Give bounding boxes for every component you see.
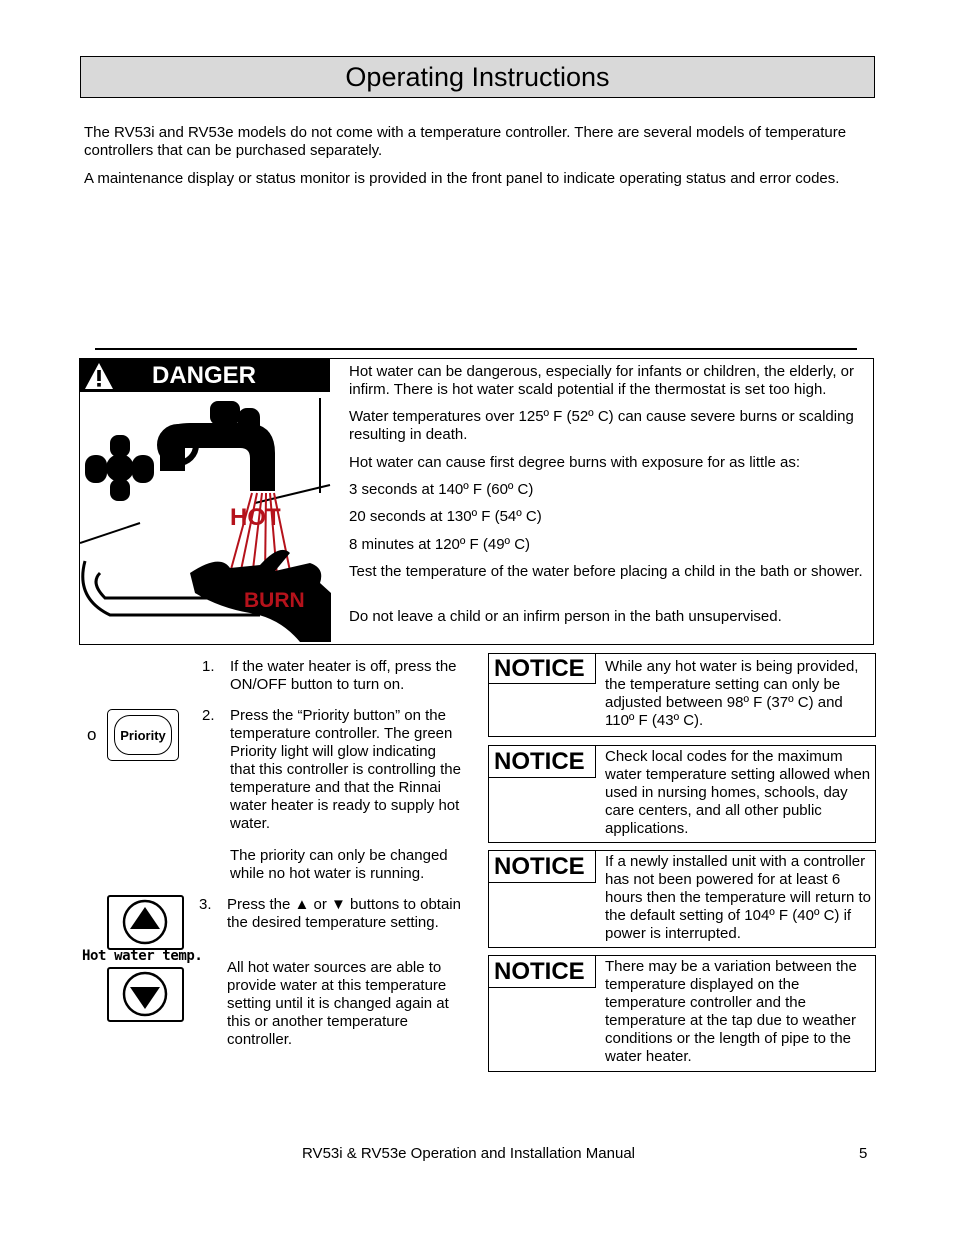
- step-note: The priority can only be changed while no hot water is running.: [230, 847, 448, 882]
- intro-paragraph-2: A maintenance display or status monitor is provided in the front panel to indicate operating status and error codes.: [84, 170, 840, 187]
- danger-paragraph: Test the temperature of the water before placing a child in the bath or shower.: [349, 563, 863, 580]
- warning-icon: [84, 362, 114, 390]
- step-text: Press the “Priority button” on the temperature controller. The green Priority light will glow indicating that this controller is controlling the temperature and that the Rinnai water heater is ready to supply hot water.: [230, 707, 461, 832]
- danger-paragraph: Hot water can cause first degree burns with exposure for as little as:: [349, 454, 801, 471]
- page-title: Operating Instructions: [80, 56, 875, 98]
- notice-label: NOTICE: [489, 956, 596, 988]
- notice-text: There may be a variation between the temperature displayed on the temperature controller and the temperature at the tap due to weather conditions or the length of pipe to the water heater.: [605, 958, 857, 1065]
- scald-hazard-illustration: [80, 393, 331, 642]
- step-number: 1.: [202, 658, 215, 675]
- intro-paragraph-1: The RV53i and RV53e models do not come with a temperature controller. There are several models of temperature controllers that can be purchased separately.: [84, 124, 847, 159]
- arrow-down-icon: [109, 969, 182, 1020]
- step-note: All hot water sources are able to provide water at this temperature setting until it is changed again at this or another temperature controller.: [227, 959, 449, 1048]
- hot-water-temp-label: Hot water temp.: [82, 948, 203, 964]
- faucet-handle-left-icon: [85, 435, 154, 501]
- notice-text: If a newly installed unit with a controller has not been powered for at least 6 hours then the temperature will return to the default setting of 104º F (40º C) if power is interrupted.: [605, 853, 871, 942]
- notice-box: [488, 955, 876, 1072]
- danger-paragraph: 20 seconds at 130º F (54º C): [349, 508, 542, 525]
- hot-image-text: HOT: [230, 504, 281, 531]
- temp-down-button[interactable]: [107, 967, 184, 1022]
- step-number: 3.: [199, 896, 212, 913]
- notice-box: [488, 850, 876, 948]
- notice-box: [488, 653, 876, 737]
- danger-paragraph: Do not leave a child or an infirm person in the bath unsupervised.: [349, 608, 782, 625]
- page-number: 5: [859, 1145, 868, 1162]
- step-number: 2.: [202, 707, 215, 724]
- danger-header: [80, 359, 330, 392]
- temp-up-button[interactable]: [107, 895, 184, 950]
- section-divider: [95, 348, 857, 350]
- danger-label: DANGER: [152, 361, 257, 389]
- notice-box: [488, 745, 876, 843]
- step-text: If the water heater is off, press the ON/OFF button to turn on.: [230, 658, 457, 693]
- notice-label: NOTICE: [489, 851, 596, 883]
- danger-paragraph: 8 minutes at 120º F (49º C): [349, 536, 531, 553]
- danger-paragraph: Water temperatures over 125º F (52º C) can cause severe burns or scalding resulting in death.: [349, 408, 854, 443]
- danger-paragraph: 3 seconds at 140º F (60º C): [349, 481, 534, 498]
- priority-light-icon: o: [87, 725, 97, 744]
- burn-image-text: BURN: [244, 589, 305, 612]
- notice-label: NOTICE: [489, 654, 596, 684]
- arrow-up-icon: [109, 897, 182, 948]
- notice-label: NOTICE: [489, 746, 596, 778]
- step-text: Press the ▲ or ▼ buttons to obtain the desired temperature setting.: [227, 896, 461, 931]
- notice-text: Check local codes for the maximum water temperature setting allowed when used in nursing homes, schools, day care centers, and all other public applications.: [605, 748, 871, 837]
- danger-paragraph: Hot water can be dangerous, especially for infants or children, the elderly, or infirm. There is hot water scald potential if the thermostat is set too high.: [349, 363, 854, 398]
- footer-manual-title: RV53i & RV53e Operation and Installation Manual: [302, 1145, 635, 1162]
- notice-text: While any hot water is being provided, the temperature setting can only be adjusted between 98º F (37º C) and 110º F (43º C).: [605, 658, 859, 729]
- priority-button[interactable]: [107, 709, 179, 761]
- priority-button-label: Priority: [114, 715, 172, 755]
